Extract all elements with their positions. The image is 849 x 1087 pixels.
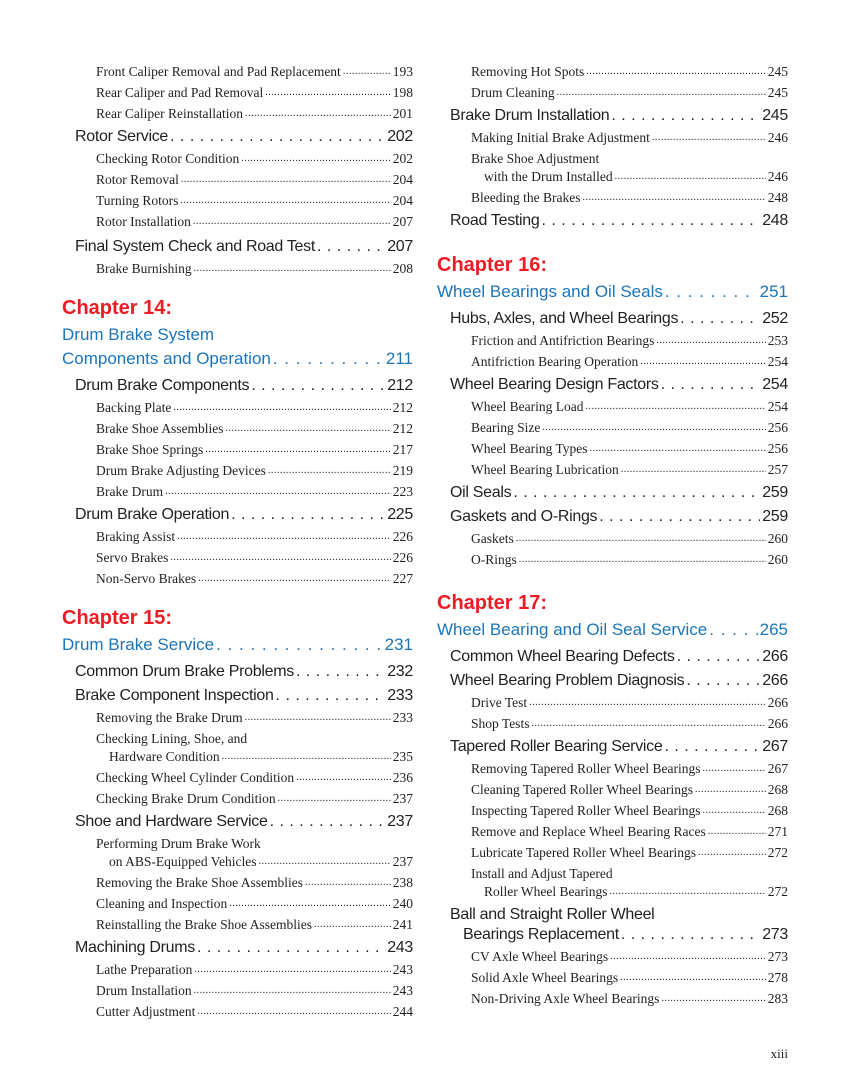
toc-entry[interactable] — [471, 694, 788, 712]
section-title: Wheel Bearing Design Factors — [450, 376, 659, 393]
toc-section[interactable] — [75, 662, 413, 682]
toc-section[interactable] — [450, 309, 788, 329]
entry-title: Drum Installation — [96, 983, 192, 998]
toc-entry[interactable] — [471, 990, 788, 1008]
section-page: 207 — [387, 238, 413, 255]
entry-page: 241 — [392, 917, 413, 932]
entry-page: 245 — [767, 85, 788, 100]
chapter-title: Drum Brake Service — [62, 635, 215, 654]
toc-entry[interactable] — [96, 399, 413, 417]
entry-title: Bleeding the Brakes — [471, 190, 581, 205]
entry-page: 243 — [392, 962, 413, 977]
entry-title: Turning Rotors — [96, 193, 179, 208]
entry-page: 268 — [767, 803, 788, 818]
entry-title: Shop Tests — [471, 716, 530, 731]
entry-title-line1: Install and Adjust Tapered — [471, 866, 613, 881]
toc-section[interactable] — [75, 127, 413, 147]
chapter-page: 251 — [759, 282, 788, 301]
entry-page: 245 — [767, 64, 788, 79]
entry-page: 204 — [392, 193, 413, 208]
section-page: 233 — [387, 687, 413, 704]
entry-page: 267 — [767, 761, 788, 776]
entry-page: 246 — [767, 130, 788, 145]
toc-right-column — [437, 60, 788, 1008]
toc-entry[interactable] — [471, 63, 788, 81]
entry-page: 212 — [392, 400, 413, 415]
entry-page: 227 — [392, 571, 413, 586]
chapter-14-title[interactable] — [62, 348, 413, 370]
entry-title: Bearing Size — [471, 420, 541, 435]
chapter-14-label: Chapter 14: — [62, 297, 173, 319]
chapter-15-label: Chapter 15: — [62, 607, 173, 629]
entry-title: Brake Shoe Assemblies — [96, 421, 224, 436]
toc-entry[interactable] — [96, 895, 413, 913]
toc-entry[interactable] — [96, 63, 413, 81]
entry-page: 204 — [392, 172, 413, 187]
chapter-title: Components and Operation — [62, 349, 271, 368]
entry-page: 256 — [767, 420, 788, 435]
entry-page: 212 — [392, 421, 413, 436]
entry-title: Inspecting Tapered Roller Wheel Bearings — [471, 803, 701, 818]
toc-entry[interactable] — [471, 440, 788, 458]
toc-entry[interactable] — [96, 150, 413, 168]
section-title: Wheel Bearing Problem Diagnosis — [450, 672, 685, 689]
entry-title-line1: Checking Lining, Shoe, and — [96, 731, 248, 746]
section-page: 266 — [762, 648, 788, 665]
entry-title: Removing Tapered Roller Wheel Bearings — [471, 761, 701, 776]
section-title: Machining Drums — [75, 939, 195, 956]
entry-title: O-Rings — [471, 552, 517, 567]
section-page: 245 — [762, 107, 788, 124]
toc-section[interactable] — [450, 671, 788, 691]
entry-title: Brake Shoe Springs — [96, 442, 204, 457]
section-title: Gaskets and O-Rings — [450, 508, 598, 525]
chapter-title: Wheel Bearings and Oil Seals — [437, 282, 663, 301]
toc-entry[interactable] — [96, 192, 413, 210]
toc-entry[interactable] — [471, 948, 788, 966]
toc-section[interactable] — [75, 237, 413, 257]
toc-entry[interactable] — [96, 462, 413, 480]
section-title: Tapered Roller Bearing Service — [450, 738, 663, 755]
toc-entry[interactable] — [96, 570, 413, 588]
entry-page: 256 — [767, 441, 788, 456]
entry-page: 233 — [392, 710, 413, 725]
chapter-15-title[interactable] — [62, 634, 413, 656]
section-title: Final System Check and Road Test — [75, 238, 316, 255]
toc-section[interactable] — [450, 737, 788, 757]
toc-section[interactable] — [75, 505, 413, 525]
toc-entry-multiline[interactable] — [96, 835, 413, 871]
entry-page: 254 — [767, 354, 788, 369]
section-page: 252 — [762, 310, 788, 327]
entry-title: Checking Brake Drum Condition — [96, 791, 276, 806]
toc-entry[interactable] — [471, 760, 788, 778]
entry-title: Backing Plate — [96, 400, 172, 415]
toc-section[interactable] — [450, 647, 788, 667]
entry-page: 217 — [392, 442, 413, 457]
entry-title: Rear Caliper Reinstallation — [96, 106, 243, 121]
toc-entry[interactable] — [96, 549, 413, 567]
entry-title-line2: Hardware Condition — [109, 749, 220, 764]
toc-entry[interactable] — [96, 84, 413, 102]
section-page: 259 — [762, 508, 788, 525]
entry-title: Gaskets — [471, 531, 514, 546]
toc-section[interactable] — [75, 938, 413, 958]
toc-entry[interactable] — [96, 213, 413, 231]
section-page: 225 — [387, 506, 413, 523]
toc-section[interactable] — [450, 211, 788, 231]
section-page: 212 — [387, 377, 413, 394]
toc-entry[interactable] — [96, 709, 413, 727]
toc-entry[interactable] — [96, 420, 413, 438]
entry-title-line1: Brake Shoe Adjustment — [471, 151, 600, 166]
section-page: 232 — [387, 663, 413, 680]
entry-page: 278 — [767, 970, 788, 985]
entry-title: Rear Caliper and Pad Removal — [96, 85, 264, 100]
toc-section[interactable] — [450, 483, 788, 503]
entry-title: Cutter Adjustment — [96, 1004, 196, 1019]
toc-section[interactable] — [75, 812, 413, 832]
toc-entry[interactable] — [96, 105, 413, 123]
entry-title-line1: Performing Drum Brake Work — [96, 836, 261, 851]
toc-entry[interactable] — [96, 528, 413, 546]
entry-title: Front Caliper Removal and Pad Replacement — [96, 64, 341, 79]
toc-entry[interactable] — [471, 398, 788, 416]
toc-section[interactable] — [450, 375, 788, 395]
toc-entry[interactable] — [471, 84, 788, 102]
section-page: 202 — [387, 128, 413, 145]
chapter-17-title[interactable] — [437, 619, 788, 641]
entry-title: Drum Cleaning — [471, 85, 555, 100]
entry-title: Remove and Replace Wheel Bearing Races — [471, 824, 706, 839]
entry-page: 237 — [392, 854, 413, 869]
toc-entry[interactable] — [96, 1003, 413, 1021]
chapter-page: 211 — [385, 349, 413, 368]
toc-entry[interactable] — [471, 332, 788, 350]
section-title: Hubs, Axles, and Wheel Bearings — [450, 310, 679, 327]
entry-page: 243 — [392, 983, 413, 998]
toc-entry[interactable] — [96, 916, 413, 934]
toc-entry-multiline[interactable] — [471, 150, 788, 186]
section-page: 266 — [762, 672, 788, 689]
entry-title: Cleaning and Inspection — [96, 896, 228, 911]
entry-page: 202 — [392, 151, 413, 166]
chapter-16-label: Chapter 16: — [437, 254, 548, 276]
toc-entry[interactable] — [96, 441, 413, 459]
entry-title-line2: on ABS-Equipped Vehicles — [109, 854, 257, 869]
page-number: xiii — [770, 1046, 788, 1061]
entry-page: 240 — [392, 896, 413, 911]
entry-title: Wheel Bearing Types — [471, 441, 588, 456]
entry-page: 272 — [767, 884, 788, 899]
section-title: Brake Drum Installation — [450, 107, 610, 124]
entry-page: 237 — [392, 791, 413, 806]
entry-page: 283 — [767, 991, 788, 1006]
entry-page: 266 — [767, 716, 788, 731]
entry-page: 238 — [392, 875, 413, 890]
chapter-16-title[interactable] — [437, 281, 788, 303]
entry-title: Rotor Installation — [96, 214, 191, 229]
toc-section[interactable] — [450, 106, 788, 126]
section-title: Rotor Service — [75, 128, 169, 145]
entry-title-line2: with the Drum Installed — [484, 169, 613, 184]
entry-page: 260 — [767, 531, 788, 546]
entry-title: Friction and Antifriction Bearings — [471, 333, 655, 348]
entry-title: Cleaning Tapered Roller Wheel Bearings — [471, 782, 693, 797]
toc-entry[interactable] — [471, 969, 788, 987]
entry-title: Servo Brakes — [96, 550, 169, 565]
entry-page: 198 — [392, 85, 413, 100]
entry-page: 193 — [392, 64, 413, 79]
entry-title: Drive Test — [471, 695, 528, 710]
section-title: Drum Brake Components — [75, 377, 250, 394]
section-page: 237 — [387, 813, 413, 830]
entry-page: 271 — [767, 824, 788, 839]
entry-title: Removing the Brake Drum — [96, 710, 243, 725]
entry-title: Non-Driving Axle Wheel Bearings — [471, 991, 660, 1006]
entry-page: 272 — [767, 845, 788, 860]
toc-left-column — [62, 60, 413, 1021]
chapter-17-label: Chapter 17: — [437, 592, 548, 614]
entry-page: 244 — [392, 1004, 413, 1019]
entry-page: 226 — [392, 550, 413, 565]
entry-title: Wheel Bearing Lubrication — [471, 462, 619, 477]
entry-page: 246 — [767, 169, 788, 184]
section-title: Drum Brake Operation — [75, 506, 230, 523]
entry-page: 268 — [767, 782, 788, 797]
entry-page: 223 — [392, 484, 413, 499]
entry-title-line2: Roller Wheel Bearings — [484, 884, 608, 899]
entry-page: 273 — [767, 949, 788, 964]
chapter-page: 231 — [384, 635, 413, 654]
entry-page: 248 — [767, 190, 788, 205]
toc-entry[interactable] — [96, 171, 413, 189]
entry-title: Checking Wheel Cylinder Condition — [96, 770, 295, 785]
section-page: 259 — [762, 484, 788, 501]
section-title: Shoe and Hardware Service — [75, 813, 268, 830]
chapter-14-title-line1[interactable]: Drum Brake System — [62, 325, 215, 344]
toc-entry[interactable] — [96, 260, 413, 278]
toc-entry[interactable] — [471, 802, 788, 820]
toc-entry[interactable] — [96, 769, 413, 787]
toc-entry[interactable] — [471, 823, 788, 841]
toc-entry[interactable] — [471, 189, 788, 207]
toc-entry[interactable] — [471, 715, 788, 733]
entry-page: 266 — [767, 695, 788, 710]
section-title: Oil Seals — [450, 484, 512, 501]
toc-section[interactable] — [75, 376, 413, 396]
toc-entry[interactable] — [471, 530, 788, 548]
section-title: Brake Component Inspection — [75, 687, 274, 704]
entry-title: Brake Burnishing — [96, 261, 192, 276]
entry-title: Checking Rotor Condition — [96, 151, 240, 166]
entry-title: Drum Brake Adjusting Devices — [96, 463, 266, 478]
toc-entry[interactable] — [471, 781, 788, 799]
entry-page: 235 — [392, 749, 413, 764]
section-page: 254 — [762, 376, 788, 393]
section-title: Common Drum Brake Problems — [75, 663, 294, 680]
section-title-line2: Bearings Replacement — [463, 926, 619, 943]
toc-entry[interactable] — [471, 461, 788, 479]
toc-section[interactable] — [75, 686, 413, 706]
entry-page: 236 — [392, 770, 413, 785]
entry-title: Removing the Brake Shoe Assemblies — [96, 875, 303, 890]
section-page: 243 — [387, 939, 413, 956]
toc-entry[interactable] — [96, 790, 413, 808]
entry-page: 253 — [767, 333, 788, 348]
section-page: 267 — [762, 738, 788, 755]
chapter-page: 265 — [759, 620, 788, 639]
toc-entry[interactable] — [471, 353, 788, 371]
toc-entry[interactable] — [96, 874, 413, 892]
toc-entry-multiline[interactable] — [471, 865, 788, 901]
entry-title: Making Initial Brake Adjustment — [471, 130, 650, 145]
toc-entry[interactable] — [96, 961, 413, 979]
toc-entry[interactable] — [471, 551, 788, 569]
toc-section-multiline[interactable] — [450, 905, 788, 945]
entry-page: 226 — [392, 529, 413, 544]
toc-section[interactable] — [450, 507, 788, 527]
entry-title: Antifriction Bearing Operation — [471, 354, 639, 369]
chapter-title: Wheel Bearing and Oil Seal Service — [437, 620, 708, 639]
section-title: Common Wheel Bearing Defects — [450, 648, 675, 665]
entry-title: Lathe Preparation — [96, 962, 193, 977]
section-page: 273 — [762, 926, 788, 943]
section-page: 248 — [762, 212, 788, 229]
section-title: Road Testing — [450, 212, 540, 229]
toc-entry-multiline[interactable] — [96, 730, 413, 766]
entry-title: Rotor Removal — [96, 172, 179, 187]
entry-title: Reinstalling the Brake Shoe Assemblies — [96, 917, 312, 932]
entry-title: CV Axle Wheel Bearings — [471, 949, 609, 964]
entry-page: 208 — [392, 261, 413, 276]
entry-title: Removing Hot Spots — [471, 64, 585, 79]
toc-entry[interactable] — [471, 419, 788, 437]
entry-title: Brake Drum — [96, 484, 164, 499]
entry-title: Wheel Bearing Load — [471, 399, 584, 414]
toc-entry[interactable] — [96, 483, 413, 501]
section-title-line1: Ball and Straight Roller Wheel — [450, 906, 655, 923]
entry-page: 254 — [767, 399, 788, 414]
entry-page: 207 — [392, 214, 413, 229]
toc-entry[interactable] — [96, 982, 413, 1000]
entry-page: 260 — [767, 552, 788, 567]
toc-entry[interactable] — [471, 129, 788, 147]
toc-entry[interactable] — [471, 844, 788, 862]
entry-page: 201 — [392, 106, 413, 121]
entry-title: Non-Servo Brakes — [96, 571, 197, 586]
entry-page: 219 — [392, 463, 413, 478]
entry-title: Braking Assist — [96, 529, 176, 544]
entry-title: Solid Axle Wheel Bearings — [471, 970, 619, 985]
entry-page: 257 — [767, 462, 788, 477]
entry-title: Lubricate Tapered Roller Wheel Bearings — [471, 845, 696, 860]
